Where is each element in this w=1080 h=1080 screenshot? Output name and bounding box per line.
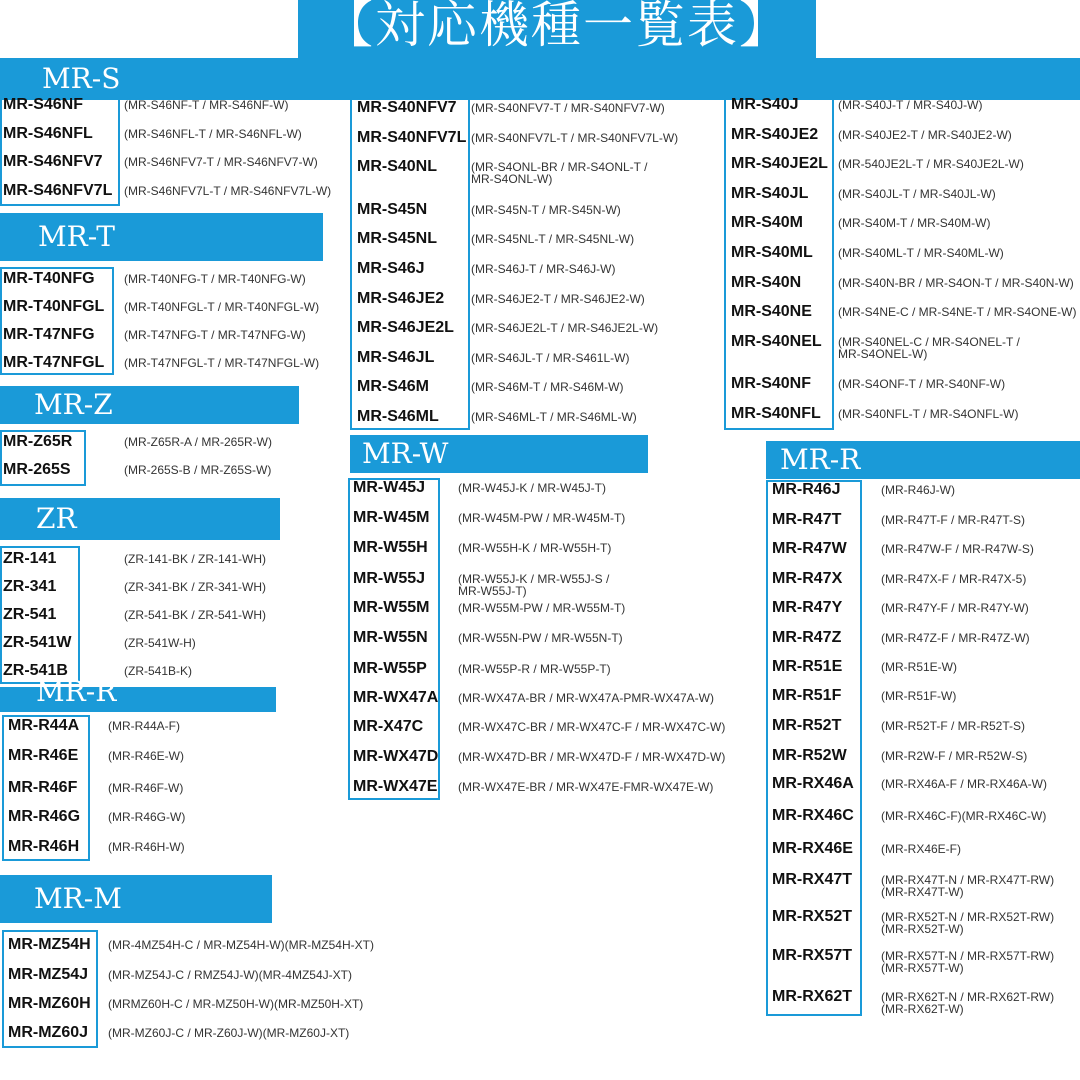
model-number: MR-R46F: [8, 779, 78, 796]
model-variants: [124, 581, 266, 593]
variant-line: (MR-S40J-T / MR-S40J-W): [838, 98, 983, 112]
model-number: MR-S46NFL: [3, 125, 93, 142]
model-number: MR-S40JE2: [731, 126, 819, 143]
variant-line: (MR-S40NFV7L-T / MR-S40NFV7L-W): [471, 131, 679, 145]
variant-line: (MR-RX62T-N / MR-RX62T-RW): [881, 990, 1055, 1004]
model-number: MR-W55N: [353, 629, 428, 646]
variant-line: (MR-W55H-K / MR-W55H-T): [458, 541, 612, 555]
model-number: MR-RX46E: [772, 840, 853, 857]
section-banner-mr-t: [0, 213, 323, 261]
model-number: MR-W45M: [353, 509, 430, 526]
model-variants: [471, 161, 647, 185]
model-number: MR-S46NF: [3, 96, 84, 113]
model-variants: [458, 482, 606, 494]
model-variants: [458, 573, 609, 597]
model-variants: [108, 750, 184, 762]
model-variants: [471, 102, 665, 114]
variant-line: (MR-S46NFV7L-T / MR-S46NFV7L-W): [124, 184, 332, 198]
model-variants: [108, 782, 183, 794]
model-number: MR-R51F: [772, 687, 842, 704]
model-variants: [471, 263, 615, 275]
model-variants: [124, 99, 288, 111]
variant-line: (MR-S45NL-T / MR-S45NL-W): [471, 232, 635, 246]
variant-line: MR-S4ONEL-W): [838, 347, 928, 361]
model-number: MR-R47Y: [772, 599, 843, 616]
model-number: MR-S40NF: [731, 375, 812, 392]
model-number: MR-S46M: [357, 378, 430, 395]
variant-line: (MR-S40NFV7-T / MR-S40NFV7-W): [471, 101, 665, 115]
model-number: MR-WX47D: [353, 748, 439, 765]
variant-line: (MR-R46E-W): [108, 749, 184, 763]
variant-line: (MR-S4ONF-T / MR-S40NF-W): [838, 377, 1006, 391]
model-number: MR-265S: [3, 461, 71, 478]
section-heading: MR-Z: [34, 388, 113, 421]
section-heading: MR-M: [34, 882, 122, 915]
model-variants: [124, 329, 306, 341]
model-variants: [124, 609, 266, 621]
model-number: MR-R47X: [772, 570, 843, 587]
variant-line: (MR-S4NE-C / MR-S4NE-T / MR-S4ONE-W): [838, 305, 1077, 319]
model-number: MR-R46H: [8, 838, 80, 855]
variant-line: (MR-540JE2L-T / MR-S40JE2L-W): [838, 157, 1024, 171]
model-number: MR-RX47T: [772, 871, 853, 888]
variant-line: (MR-R2W-F / MR-R52W-S): [881, 749, 1028, 763]
model-variants: [881, 778, 1047, 790]
model-number: MR-R47W: [772, 540, 847, 557]
model-number: MR-S46JE2L: [357, 319, 454, 336]
model-variants: [124, 436, 272, 448]
model-variants: [838, 378, 1005, 390]
model-variants: [458, 781, 713, 793]
model-number: MR-S40NEL: [731, 333, 822, 350]
variant-line: (MR-S40JE2-T / MR-S40JE2-W): [838, 128, 1012, 142]
variant-line: (MR-S46NF-T / MR-S46NF-W): [124, 98, 289, 112]
section-banner-zr: [0, 498, 280, 540]
model-variants: [881, 874, 1054, 898]
model-variants: [471, 322, 658, 334]
variant-line: (MRMZ60H-C / MR-MZ50H-W)(MR-MZ50H-XT): [108, 997, 364, 1011]
model-number: MR-W55P: [353, 660, 427, 677]
model-variants: [838, 247, 1004, 259]
model-variants: [881, 750, 1027, 762]
section-banner-mr-s: [0, 58, 1080, 100]
model-variants: [108, 998, 363, 1010]
variant-line: (MR-R47T-F / MR-R47T-S): [881, 513, 1025, 527]
model-variants: [881, 543, 1034, 555]
variant-line: (MR-WX47E-BR / MR-WX47E-FMR-WX47E-W): [458, 780, 714, 794]
model-number: MR-T40NFGL: [3, 298, 105, 315]
variant-line: (ZR-541W-H): [124, 636, 196, 650]
variant-line: (MR-RX47T-W): [881, 885, 964, 899]
model-number: ZR-541: [3, 606, 57, 623]
model-number: MR-Z65R: [3, 433, 73, 450]
model-number: MR-T47NFG: [3, 326, 95, 343]
variant-line: (MR-S46M-T / MR-S46M-W): [471, 380, 624, 394]
variant-line: (MR-T40NFG-T / MR-T40NFG-W): [124, 272, 306, 286]
variant-line: (MR-R47W-F / MR-R47W-S): [881, 542, 1034, 556]
variant-line: (MR-S40NFL-T / MR-S4ONFL-W): [838, 407, 1019, 421]
variant-line: (MR-W55J-K / MR-W55J-S /: [458, 572, 610, 586]
model-number: MR-S40NE: [731, 303, 812, 320]
model-variants: [471, 352, 629, 364]
section-banner-mr-r-right: [766, 441, 1080, 479]
model-variants: [458, 663, 611, 675]
model-number: ZR-341: [3, 578, 57, 595]
model-variants: [881, 991, 1054, 1015]
model-variants: [124, 665, 192, 677]
model-variants: [458, 542, 611, 554]
model-variants: [838, 99, 982, 111]
section-heading: MR-R: [780, 443, 861, 476]
model-variants: [458, 692, 714, 704]
model-variants: [881, 514, 1025, 526]
model-variants: [838, 158, 1024, 170]
model-variants: [881, 661, 957, 673]
model-number: MR-S40NL: [357, 158, 438, 175]
variant-line: (MR-S46JL-T / MR-S461L-W): [471, 351, 630, 365]
variant-line: (MR-W45J-K / MR-W45J-T): [458, 481, 606, 495]
variant-line: (ZR-541B-K): [124, 664, 193, 678]
model-number: MR-S40ML: [731, 244, 813, 261]
model-variants: [108, 1027, 349, 1039]
variant-line: (MR-R51F-W): [881, 689, 957, 703]
variant-line: (MR-S46ML-T / MR-S46ML-W): [471, 410, 637, 424]
model-number: MR-S46JE2: [357, 290, 445, 307]
model-number: MR-R51E: [772, 658, 843, 675]
variant-line: (MR-S40N-BR / MR-S4ON-T / MR-S40N-W): [838, 276, 1074, 290]
model-number: MR-RX57T: [772, 947, 853, 964]
variant-line: (MR-RX52T-W): [881, 922, 964, 936]
model-number: MR-RX46A: [772, 775, 854, 792]
model-variants: [838, 188, 996, 200]
model-variants: [881, 843, 961, 855]
variant-line: (MR-RX62T-W): [881, 1002, 964, 1016]
variant-line: (MR-S40JL-T / MR-S40JL-W): [838, 187, 996, 201]
variant-line: (MR-R46G-W): [108, 810, 186, 824]
model-number: MR-R46E: [8, 747, 79, 764]
model-number: MR-R46G: [8, 808, 81, 825]
model-number: MR-S45N: [357, 201, 428, 218]
model-number: MR-MZ54H: [8, 936, 91, 953]
model-number: MR-MZ60H: [8, 995, 91, 1012]
section-heading: MR-R: [36, 675, 117, 708]
section-banner-mr-z: [0, 386, 299, 424]
variant-line: (MR-R46H-W): [108, 840, 185, 854]
variant-line: (MR-S46JE2L-T / MR-S46JE2L-W): [471, 321, 659, 335]
model-variants: [108, 841, 185, 853]
variant-line: (MR-MZ54J-C / RMZ54J-W)(MR-4MZ54J-XT): [108, 968, 352, 982]
variant-line: (MR-RX57T-N / MR-RX57T-RW): [881, 949, 1055, 963]
model-variants: [881, 810, 1046, 822]
model-number: MR-S40JL: [731, 185, 809, 202]
model-number: MR-R52T: [772, 717, 842, 734]
model-number: MR-R46J: [772, 481, 841, 498]
variant-line: (ZR-141-BK / ZR-141-WH): [124, 552, 267, 566]
model-variants: [458, 721, 725, 733]
model-number: MR-MZ60J: [8, 1024, 89, 1041]
model-variants: [471, 132, 678, 144]
variant-line: (MR-T40NFGL-T / MR-T40NFGL-W): [124, 300, 320, 314]
model-variants: [838, 129, 1012, 141]
model-number: MR-S46JL: [357, 349, 435, 366]
model-number: MR-WX47A: [353, 689, 439, 706]
model-number: MR-W45J: [353, 479, 426, 496]
model-variants: [471, 411, 637, 423]
model-number: MR-T47NFGL: [3, 354, 105, 371]
model-variants: [124, 273, 306, 285]
model-variants: [124, 156, 318, 168]
model-number: MR-S46ML: [357, 408, 439, 425]
model-variants: [124, 357, 319, 369]
model-variants: [881, 911, 1054, 935]
variant-line: (MR-S40M-T / MR-S40M-W): [838, 216, 991, 230]
model-variants: [458, 632, 623, 644]
variant-line: (MR-RX46C-F)(MR-RX46C-W): [881, 809, 1047, 823]
variant-line: (MR-S45N-T / MR-S45N-W): [471, 203, 621, 217]
page-title: 【対応機種一覧表】: [323, 0, 791, 54]
variant-line: (MR-S46NFV7-T / MR-S46NFV7-W): [124, 155, 318, 169]
variant-line: (MR-Z65R-A / MR-265R-W): [124, 435, 273, 449]
variant-line: (MR-S40ML-T / MR-S40ML-W): [838, 246, 1004, 260]
variant-line: (ZR-341-BK / ZR-341-WH): [124, 580, 267, 594]
section-banner-mr-r-left: [0, 675, 276, 712]
variant-line: (MR-T47NFGL-T / MR-T47NFGL-W): [124, 356, 320, 370]
variant-line: (MR-S46JE2-T / MR-S46JE2-W): [471, 292, 645, 306]
variant-line: (MR-R47Z-F / MR-R47Z-W): [881, 631, 1030, 645]
model-number: ZR-541B: [3, 662, 68, 679]
model-variants: [124, 553, 266, 565]
model-variants: [458, 751, 725, 763]
model-variants: [838, 277, 1074, 289]
variant-line: (MR-WX47A-BR / MR-WX47A-PMR-WX47A-W): [458, 691, 715, 705]
variant-line: (MR-W55N-PW / MR-W55N-T): [458, 631, 623, 645]
model-variants: [124, 464, 271, 476]
model-number: MR-S40J: [731, 96, 799, 113]
variant-line: (MR-WX47D-BR / MR-WX47D-F / MR-WX47D-W): [458, 750, 726, 764]
variant-line: (MR-265S-B / MR-Z65S-W): [124, 463, 272, 477]
model-number: MR-RX52T: [772, 908, 853, 925]
model-variants: [838, 306, 1076, 318]
variant-line: (MR-R47X-F / MR-R47X-5): [881, 572, 1027, 586]
section-heading: MR-W: [362, 437, 449, 470]
model-variants: [124, 185, 331, 197]
variant-line: (MR-W55M-PW / MR-W55M-T): [458, 601, 626, 615]
section-heading: MR-T: [38, 220, 115, 253]
model-variants: [108, 720, 180, 732]
section-banner-mr-m: [0, 875, 272, 923]
model-variants: [124, 301, 319, 313]
model-number: MR-WX47E: [353, 778, 438, 795]
model-number: MR-S46NFV7L: [3, 182, 113, 199]
model-number: MR-T40NFG: [3, 270, 95, 287]
model-variants: [108, 969, 352, 981]
model-variants: [838, 408, 1018, 420]
model-number: ZR-141: [3, 550, 57, 567]
variant-line: (MR-S46NFL-T / MR-S46NFL-W): [124, 127, 302, 141]
model-variants: [881, 720, 1025, 732]
variant-line: (MR-MZ60J-C / MR-Z60J-W)(MR-MZ60J-XT): [108, 1026, 350, 1040]
variant-line: (MR-4MZ54H-C / MR-MZ54H-W)(MR-MZ54H-XT): [108, 938, 374, 952]
section-heading: MR-S: [42, 62, 121, 95]
model-variants: [124, 637, 196, 649]
model-variants: [458, 512, 625, 524]
model-number: MR-S40NFV7: [357, 99, 457, 116]
model-number: MR-S40NFV7L: [357, 129, 467, 146]
variant-line: (MR-R52T-F / MR-R52T-S): [881, 719, 1025, 733]
model-variants: [471, 204, 621, 216]
model-variants: [471, 381, 623, 393]
model-variants: [838, 336, 1020, 360]
variant-line: (MR-W55P-R / MR-W55P-T): [458, 662, 611, 676]
model-variants: [881, 950, 1054, 974]
variant-line: (MR-RX52T-N / MR-RX52T-RW): [881, 910, 1055, 924]
model-variants: [881, 690, 956, 702]
model-variants: [124, 128, 302, 140]
variant-line: (MR-T47NFG-T / MR-T47NFG-W): [124, 328, 306, 342]
model-number: MR-RX62T: [772, 988, 853, 1005]
variant-line: (MR-RX57T-W): [881, 961, 964, 975]
variant-line: (MR-R46F-W): [108, 781, 184, 795]
variant-line: (MR-S46J-T / MR-S46J-W): [471, 262, 616, 276]
model-number: MR-S45NL: [357, 230, 438, 247]
variant-line: MR-S4ONL-W): [471, 172, 553, 186]
model-number: MR-MZ54J: [8, 966, 89, 983]
model-number: MR-R47T: [772, 511, 842, 528]
section-heading: ZR: [36, 502, 77, 535]
model-number: MR-W55H: [353, 539, 428, 556]
section-banner-mr-w: [350, 435, 648, 473]
variant-line: MR-W55J-T): [458, 584, 527, 598]
variant-line: (MR-R46J-W): [881, 483, 955, 497]
model-variants: [108, 939, 374, 951]
model-number: MR-X47C: [353, 718, 424, 735]
model-number: MR-S46J: [357, 260, 425, 277]
model-variants: [838, 217, 990, 229]
model-variants: [881, 573, 1026, 585]
model-variants: [108, 811, 185, 823]
variant-line: (MR-RX46E-F): [881, 842, 961, 856]
variant-line: (MR-S4ONL-BR / MR-S4ONL-T /: [471, 160, 648, 174]
model-number: MR-R44A: [8, 717, 80, 734]
model-number: MR-W55J: [353, 570, 426, 587]
variant-line: (MR-S40NEL-C / MR-S4ONEL-T /: [838, 335, 1020, 349]
model-number: MR-R47Z: [772, 629, 842, 646]
model-variants: [881, 602, 1029, 614]
model-variants: [458, 602, 625, 614]
variant-line: (ZR-541-BK / ZR-541-WH): [124, 608, 267, 622]
variant-line: (MR-WX47C-BR / MR-WX47C-F / MR-WX47C-W): [458, 720, 726, 734]
model-variants: [881, 632, 1030, 644]
model-number: MR-S40N: [731, 274, 802, 291]
model-number: MR-S40M: [731, 214, 804, 231]
model-variants: [881, 484, 955, 496]
model-number: MR-S40JE2L: [731, 155, 828, 172]
variant-line: (MR-RX46A-F / MR-RX46A-W): [881, 777, 1048, 791]
variant-line: (MR-R44A-F): [108, 719, 180, 733]
model-number: ZR-541W: [3, 634, 72, 651]
model-variants: [471, 293, 645, 305]
model-number: MR-W55M: [353, 599, 430, 616]
model-number: MR-S40NFL: [731, 405, 821, 422]
model-number: MR-S46NFV7: [3, 153, 103, 170]
model-variants: [471, 233, 634, 245]
variant-line: (MR-W45M-PW / MR-W45M-T): [458, 511, 626, 525]
variant-line: (MR-R47Y-F / MR-R47Y-W): [881, 601, 1029, 615]
variant-line: (MR-RX47T-N / MR-RX47T-RW): [881, 873, 1055, 887]
model-number: MR-RX46C: [772, 807, 854, 824]
model-number: MR-R52W: [772, 747, 847, 764]
variant-line: (MR-R51E-W): [881, 660, 957, 674]
